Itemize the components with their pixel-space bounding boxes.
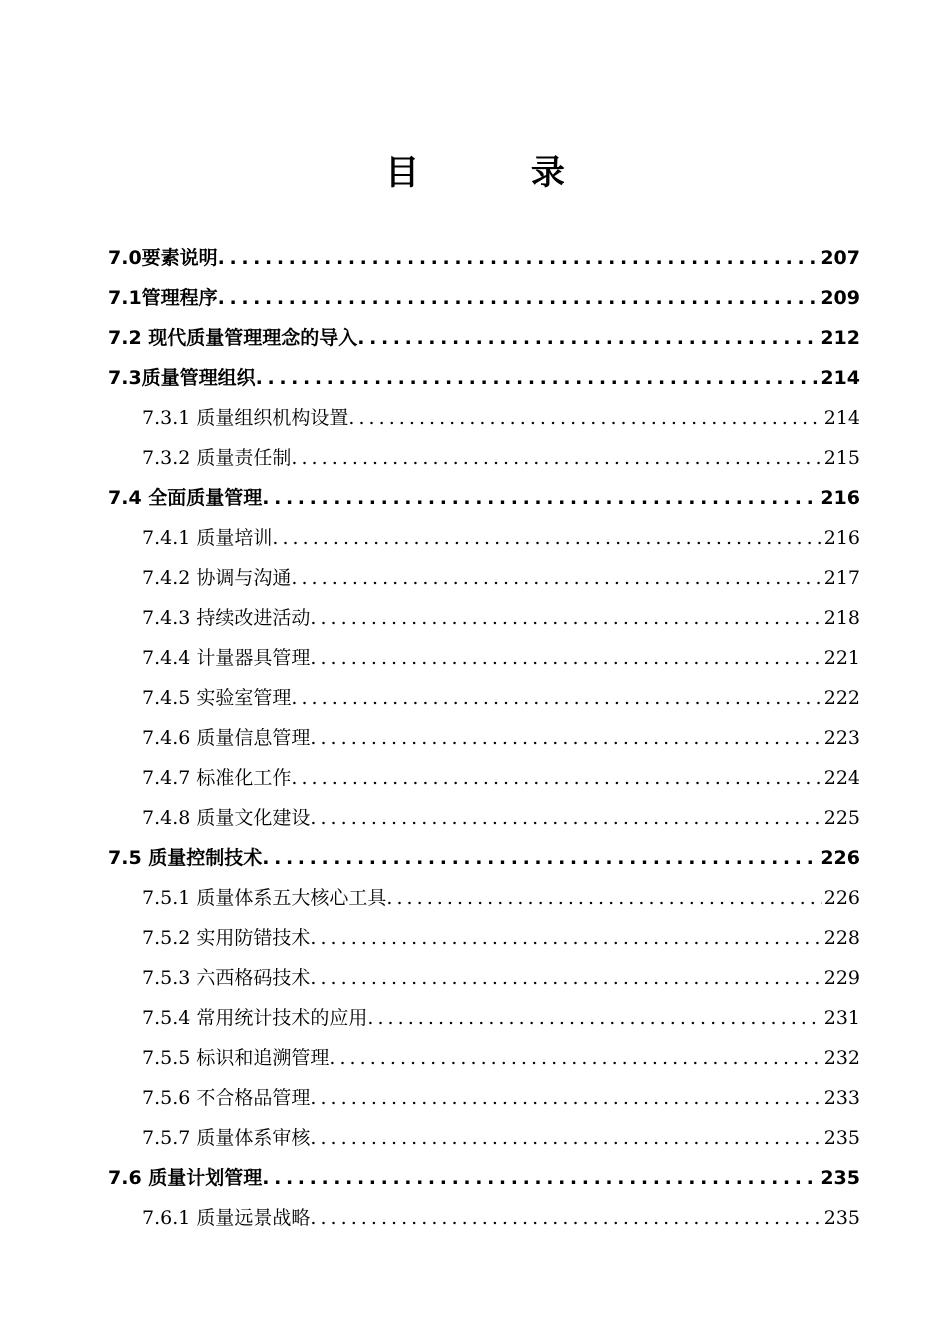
toc-entry-page-number: 228 <box>823 927 860 949</box>
toc-dot-leader <box>310 798 821 838</box>
toc-entry-label: 7.4.3 持续改进活动 <box>142 607 311 629</box>
toc-entry-label: 7.4 全面质量管理 <box>108 487 263 509</box>
toc-entry[interactable] <box>108 998 860 1038</box>
toc-entry-page-number: 235 <box>823 1127 860 1149</box>
toc-entry-label: 7.3.1 质量组织机构设置 <box>142 407 349 429</box>
toc-entry[interactable] <box>108 1158 860 1198</box>
toc-dot-leader <box>262 838 818 878</box>
table-of-contents <box>108 238 860 1238</box>
toc-dot-leader <box>310 1078 821 1118</box>
toc-dot-leader <box>291 438 821 478</box>
toc-entry[interactable] <box>108 398 860 438</box>
toc-entry-label: 7.4.7 标准化工作 <box>142 767 292 789</box>
toc-entry-label: 7.2 现代质量管理理念的导入 <box>108 327 358 349</box>
toc-entry[interactable] <box>108 718 860 758</box>
toc-entry-page-number: 235 <box>823 1207 860 1229</box>
toc-entry-page-number: 229 <box>823 967 860 989</box>
toc-entry[interactable] <box>108 918 860 958</box>
toc-entry-page-number: 215 <box>823 447 860 469</box>
toc-entry-label: 7.5.3 六西格码技术 <box>142 967 311 989</box>
toc-entry-page-number: 217 <box>823 567 860 589</box>
toc-dot-leader <box>310 638 821 678</box>
toc-entry-page-number: 232 <box>823 1047 860 1069</box>
toc-dot-leader <box>310 958 821 998</box>
toc-entry[interactable] <box>108 238 860 278</box>
toc-entry-page-number: 226 <box>820 847 860 869</box>
toc-entry-label: 7.4.8 质量文化建设 <box>142 807 311 829</box>
toc-entry[interactable] <box>108 798 860 838</box>
toc-entry-label: 7.0要素说明 <box>108 247 218 269</box>
toc-dot-leader <box>291 758 821 798</box>
toc-dot-leader <box>291 678 821 718</box>
toc-entry[interactable] <box>108 878 860 918</box>
toc-entry[interactable] <box>108 438 860 478</box>
toc-entry-label: 7.5.6 不合格品管理 <box>142 1087 311 1109</box>
toc-entry-page-number: 212 <box>820 327 860 349</box>
toc-dot-leader <box>310 1198 821 1238</box>
toc-entry[interactable] <box>108 638 860 678</box>
toc-entry[interactable] <box>108 278 860 318</box>
toc-entry[interactable] <box>108 838 860 878</box>
toc-entry-label: 7.4.6 质量信息管理 <box>142 727 311 749</box>
toc-entry-label: 7.1管理程序 <box>108 287 218 309</box>
toc-dot-leader <box>386 878 821 918</box>
toc-entry-label: 7.3质量管理组织 <box>108 367 256 389</box>
toc-entry-page-number: 224 <box>823 767 860 789</box>
toc-dot-leader <box>256 358 819 398</box>
toc-entry-label: 7.4.2 协调与沟通 <box>142 567 292 589</box>
toc-entry-page-number: 231 <box>823 1007 860 1029</box>
toc-dot-leader <box>310 1118 821 1158</box>
toc-entry-page-number: 235 <box>820 1167 860 1189</box>
toc-entry-label: 7.4.4 计量器具管理 <box>142 647 311 669</box>
toc-entry-label: 7.6.1 质量远景战略 <box>142 1207 311 1229</box>
toc-dot-leader <box>310 598 821 638</box>
toc-entry-page-number: 214 <box>823 407 860 429</box>
toc-dot-leader <box>310 918 821 958</box>
toc-dot-leader <box>310 718 821 758</box>
toc-dot-leader <box>272 518 821 558</box>
toc-entry-label: 7.5.4 常用统计技术的应用 <box>142 1007 368 1029</box>
toc-entry[interactable] <box>108 1198 860 1238</box>
toc-dot-leader <box>348 398 821 438</box>
toc-entry-page-number: 216 <box>823 527 860 549</box>
toc-entry-page-number: 216 <box>820 487 860 509</box>
toc-dot-leader <box>291 558 821 598</box>
toc-entry-label: 7.4.1 质量培训 <box>142 527 273 549</box>
toc-entry[interactable] <box>108 958 860 998</box>
toc-entry[interactable] <box>108 598 860 638</box>
toc-entry[interactable] <box>108 678 860 718</box>
toc-entry-label: 7.5 质量控制技术 <box>108 847 263 869</box>
toc-entry-label: 7.6 质量计划管理 <box>108 1167 263 1189</box>
toc-dot-leader <box>367 998 821 1038</box>
toc-entry-page-number: 221 <box>823 647 860 669</box>
toc-entry-label: 7.5.1 质量体系五大核心工具 <box>142 887 387 909</box>
toc-entry[interactable] <box>108 478 860 518</box>
toc-entry-label: 7.5.2 实用防错技术 <box>142 927 311 949</box>
toc-dot-leader <box>262 1158 818 1198</box>
toc-entry-page-number: 226 <box>823 887 860 909</box>
toc-entry-page-number: 207 <box>820 247 860 269</box>
toc-entry-page-number: 209 <box>820 287 860 309</box>
toc-entry-page-number: 222 <box>823 687 860 709</box>
toc-entry[interactable] <box>108 318 860 358</box>
toc-entry-label: 7.5.7 质量体系审核 <box>142 1127 311 1149</box>
toc-entry-page-number: 223 <box>823 727 860 749</box>
toc-entry[interactable] <box>108 1038 860 1078</box>
toc-entry[interactable] <box>108 518 860 558</box>
toc-dot-leader <box>218 238 819 278</box>
toc-entry[interactable] <box>108 558 860 598</box>
toc-entry[interactable] <box>108 1118 860 1158</box>
page-title: 目 录 <box>385 153 615 193</box>
toc-dot-leader <box>357 318 818 358</box>
toc-entry-page-number: 218 <box>823 607 860 629</box>
toc-entry[interactable] <box>108 758 860 798</box>
toc-entry-label: 7.4.5 实验室管理 <box>142 687 292 709</box>
toc-dot-leader <box>218 278 819 318</box>
toc-entry-label: 7.3.2 质量责任制 <box>142 447 292 469</box>
toc-entry[interactable] <box>108 1078 860 1118</box>
toc-entry-page-number: 233 <box>823 1087 860 1109</box>
toc-entry[interactable] <box>108 358 860 398</box>
toc-dot-leader <box>262 478 818 518</box>
toc-dot-leader <box>329 1038 821 1078</box>
toc-entry-page-number: 225 <box>823 807 860 829</box>
toc-entry-label: 7.5.5 标识和追溯管理 <box>142 1047 330 1069</box>
toc-entry-page-number: 214 <box>820 367 860 389</box>
